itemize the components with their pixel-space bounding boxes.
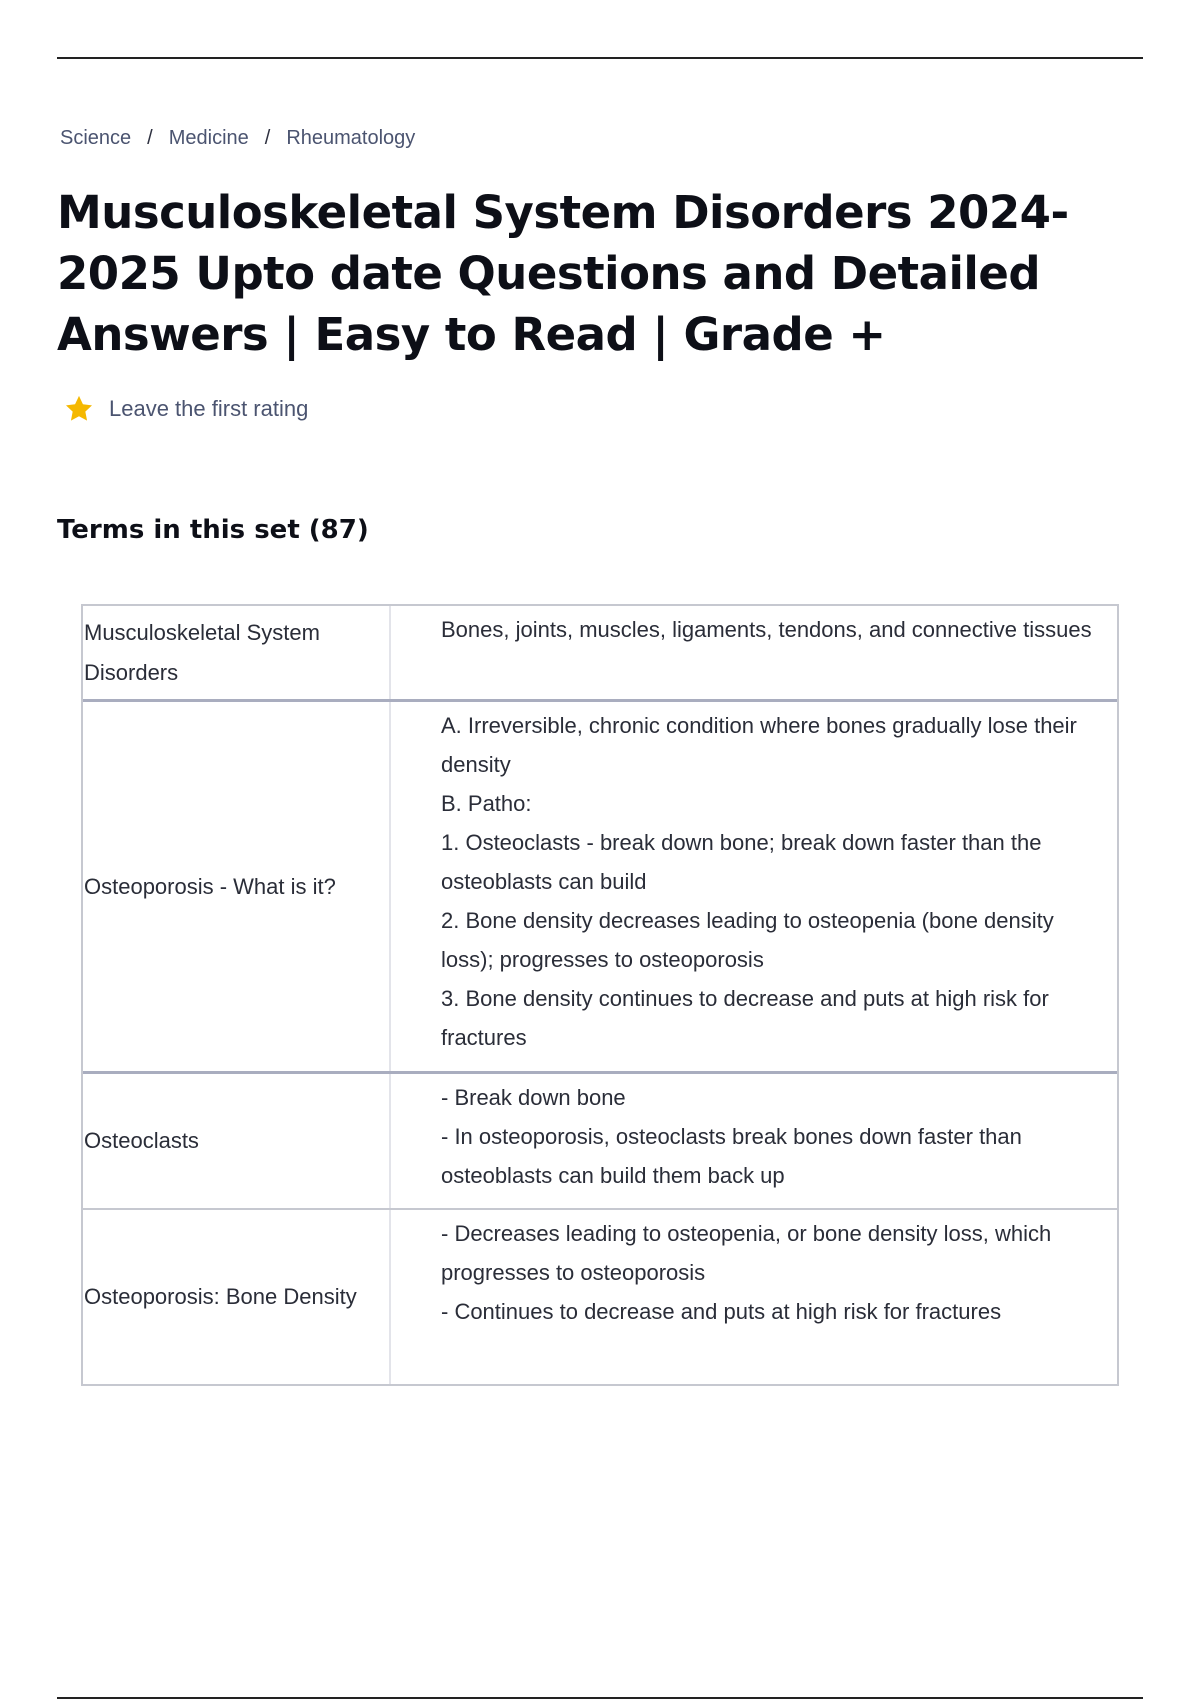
term-row xyxy=(83,1210,1117,1384)
breadcrumb-item-medicine[interactable]: Medicine xyxy=(168,127,249,149)
star-icon xyxy=(63,393,95,425)
definition-line: - In osteoporosis, osteoclasts break bones down faster than osteoblasts can build them back up xyxy=(441,1124,1022,1188)
term-cell xyxy=(83,702,391,1071)
definition-cell xyxy=(391,702,1117,1071)
breadcrumb-separator: / xyxy=(147,127,153,149)
term-row xyxy=(83,606,1117,702)
definition-line: A. Irreversible, chronic condition where bones gradually lose their density xyxy=(441,713,1077,777)
bottom-divider xyxy=(57,1697,1143,1699)
definition-cell xyxy=(391,606,1117,699)
definition-line: 2. Bone density decreases leading to osteopenia (bone density loss); progresses to osteoporosis xyxy=(441,908,1054,972)
definition-line: - Break down bone xyxy=(441,1085,626,1110)
term-text: Osteoporosis: Bone Density xyxy=(84,1284,357,1309)
definition-line: - Continues to decrease and puts at high risk for fractures xyxy=(441,1299,1002,1324)
breadcrumb-separator: / xyxy=(264,127,271,149)
top-divider xyxy=(57,57,1143,59)
definition-line: - Decreases leading to osteopenia, or bone density loss, which progresses to osteoporosis xyxy=(441,1221,1052,1285)
term-text: Osteoclasts xyxy=(84,1128,199,1153)
rating-label: Leave the first rating xyxy=(109,396,309,421)
rating-button[interactable] xyxy=(63,393,308,425)
term-cell xyxy=(83,606,391,699)
terms-table xyxy=(81,604,1119,1386)
term-cell xyxy=(83,1074,391,1208)
definition-line: Bones, joints, muscles, ligaments, tendons, and connective tissues xyxy=(441,617,1092,642)
term-row xyxy=(83,1074,1117,1210)
definition-line: 1. Osteoclasts - break down bone; break down faster than the osteoblasts can build xyxy=(441,830,1042,894)
definition-cell xyxy=(391,1074,1117,1208)
definition-cell xyxy=(391,1210,1117,1384)
term-text: Musculoskeletal System Disorders xyxy=(84,619,320,685)
term-row xyxy=(83,702,1117,1074)
breadcrumb-item-science[interactable]: Science xyxy=(60,127,132,149)
breadcrumb-item-rheumatology[interactable]: Rheumatology xyxy=(286,127,416,149)
terms-heading: Terms in this set (87) xyxy=(57,515,369,545)
definition-line: B. Patho: xyxy=(441,791,532,816)
definition-line: 3. Bone density continues to decrease and puts at high risk for fractures xyxy=(441,986,1049,1050)
term-text: Osteoporosis - What is it? xyxy=(84,873,336,899)
page-title: Musculoskeletal System Disorders 2024-2025 Upto date Questions and Detailed Answers | Easy to Read | Grade + xyxy=(57,186,1069,361)
breadcrumb xyxy=(60,127,415,150)
term-cell xyxy=(83,1210,391,1384)
